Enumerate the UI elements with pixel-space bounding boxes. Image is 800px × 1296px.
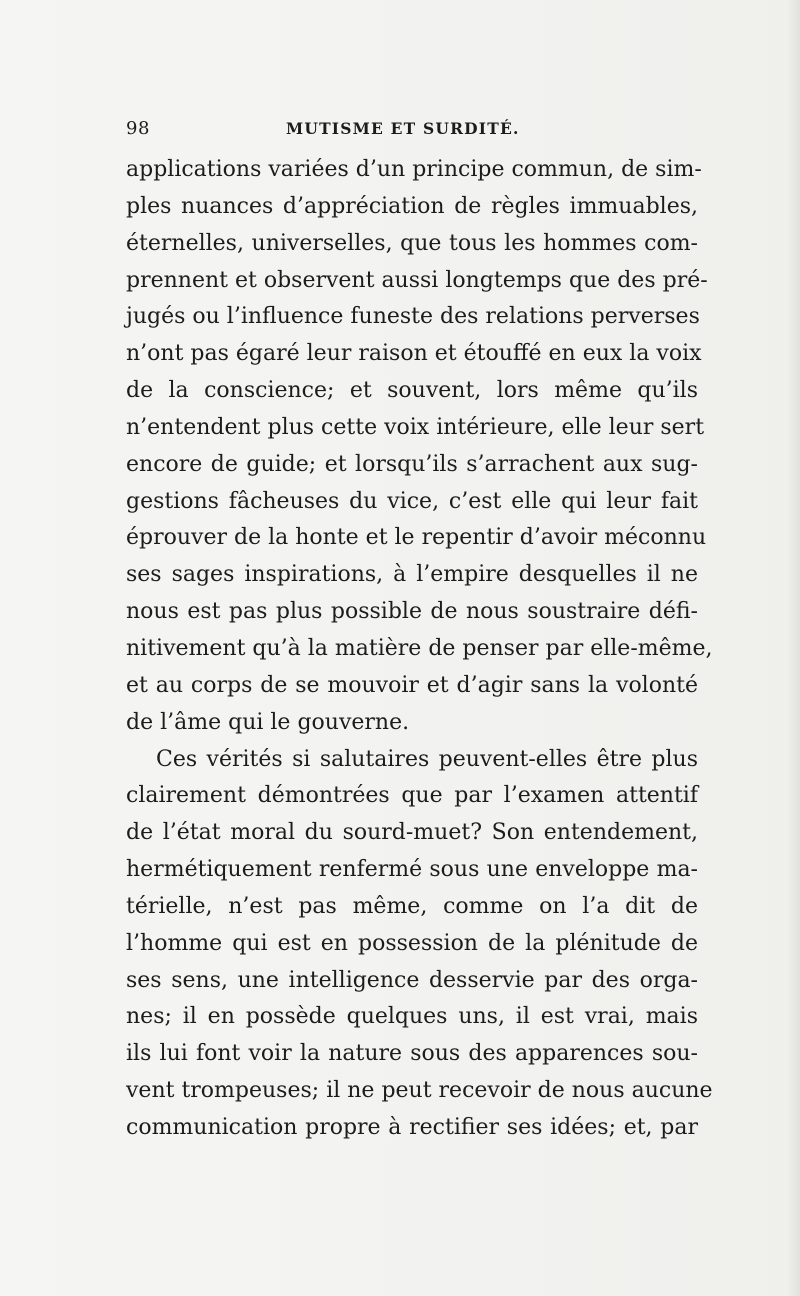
running-head xyxy=(126,118,698,144)
text-line: vent trompeuses; il ne peut recevoir de nous aucune xyxy=(126,1078,713,1104)
text-line: éternelles, universelles, que tous les hommes com- xyxy=(126,230,698,256)
text-line: et au corps de se mouvoir et d’agir sans la volonté xyxy=(126,672,698,698)
paragraph xyxy=(126,152,713,742)
text-line: prennent et observent aussi longtemps que des pré- xyxy=(126,267,708,293)
body-text xyxy=(126,152,713,1147)
text-line: ses sages inspirations, à l’empire desquelles il ne xyxy=(126,562,698,588)
page-number: 98 xyxy=(126,118,150,139)
text-line: clairement démontrées que par l’examen attentif xyxy=(126,783,698,809)
text-line: applications variées d’un principe commun, de sim- xyxy=(126,157,702,182)
text-line: jugés ou l’influence funeste des relations perverses xyxy=(126,304,700,330)
text-line: de l’âme qui le gouverne. xyxy=(126,709,410,735)
text-line: Ces vérités si salutaires peuvent-elles être plus xyxy=(156,746,698,772)
text-line: encore de guide; et lorsqu’ils s’arrachent aux sug- xyxy=(126,451,698,477)
running-title: MUTISME ET SURDITÉ. xyxy=(286,119,520,138)
text-line: nous est pas plus possible de nous soustraire défi- xyxy=(126,599,698,625)
text-line: ils lui font voir la nature sous des apparences sou- xyxy=(126,1041,698,1067)
text-line: de l’état moral du sourd-muet? Son entendement, xyxy=(126,820,698,846)
text-line: communication propre à rectifier ses idées; et, par xyxy=(126,1114,698,1140)
paragraph xyxy=(126,742,713,1147)
text-line: hermétiquement renfermé sous une enveloppe ma- xyxy=(126,857,698,883)
text-line: ples nuances d’appréciation de règles immuables, xyxy=(126,193,698,219)
text-line: éprouver de la honte et le repentir d’avoir méconnu xyxy=(126,525,707,551)
text-line: l’homme qui est en possession de la plénitude de xyxy=(126,930,698,956)
text-line: térielle, n’est pas même, comme on l’a dit de xyxy=(126,893,698,919)
text-line: nes; il en possède quelques uns, il est vrai, mais xyxy=(126,1004,698,1030)
text-line: nitivement qu’à la matière de penser par elle-même, xyxy=(126,635,713,661)
text-line: de la conscience; et souvent, lors même qu’ils xyxy=(126,378,698,404)
text-line: n’ont pas égaré leur raison et étouffé en eux la voix xyxy=(126,341,702,367)
text-line: ses sens, une intelligence desservie par des orga- xyxy=(126,967,698,993)
text-line: gestions fâcheuses du vice, c’est elle qui leur fait xyxy=(126,488,698,514)
text-line: n’entendent plus cette voix intérieure, elle leur sert xyxy=(126,414,705,440)
